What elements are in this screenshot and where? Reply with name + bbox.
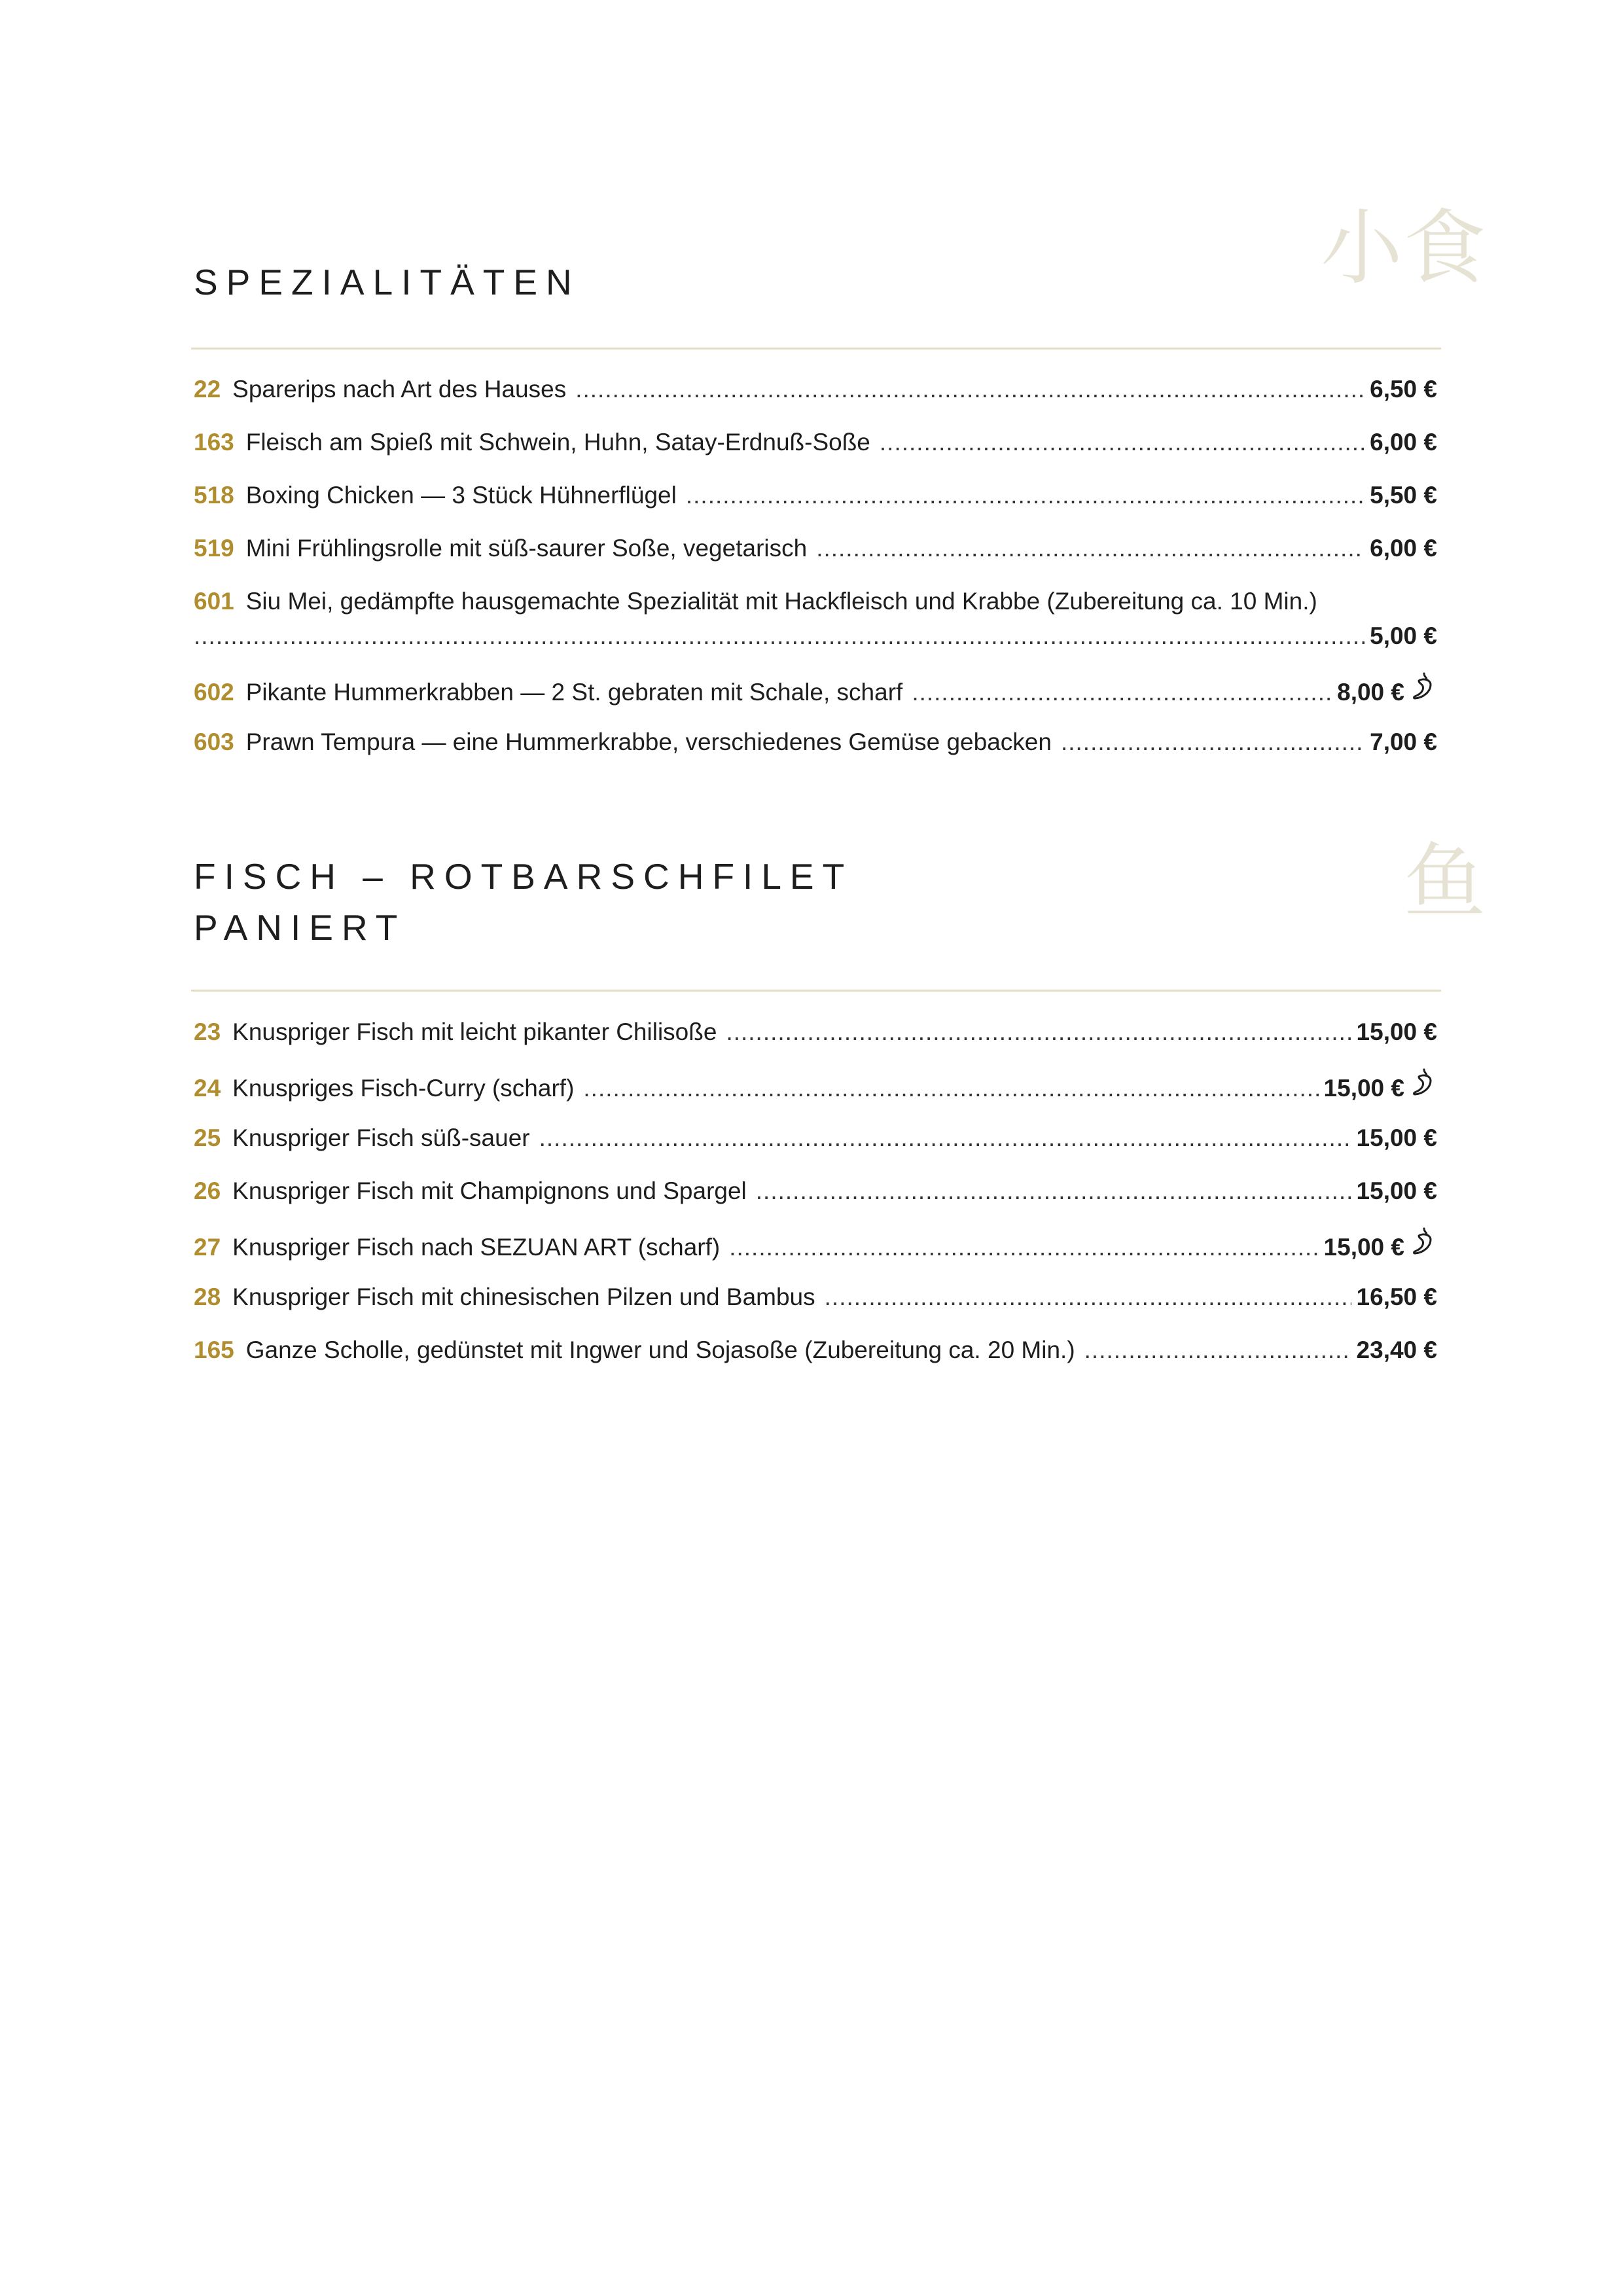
menu-item [194,1280,1437,1333]
menu-item [194,531,1437,584]
item-price: 15,00 € [1323,1234,1404,1261]
item-number: 28 [194,1283,221,1310]
item-name: Ganze Scholle, gedünstet mit Ingwer und Sojasoße (Zubereitung ca. 20 Min.) [245,1336,1075,1363]
item-number: 165 [194,1336,234,1363]
dot-leader [729,1230,1318,1265]
dot-leader [575,372,1364,406]
item-price: 5,50 € [1370,482,1437,509]
section-title-line2: PANIERT [194,907,406,948]
item-number: 163 [194,429,234,456]
item-name: Siu Mei, gedämpfte hausgemachte Spezialität mit Hackfleisch und Krabbe (Zubereitung ca. 10 Min.) [245,588,1317,615]
item-name: Knuspriger Fisch mit chinesischen Pilzen und Bambus [232,1283,815,1310]
item-name: Knuspriger Fisch mit leicht pikanter Chilisoße [232,1018,717,1045]
dot-leader [756,1174,1351,1208]
menu-item [194,725,1437,778]
item-number: 601 [194,588,234,615]
menu-item [194,672,1437,725]
item-number: 602 [194,679,234,706]
menu-list [194,1014,1437,1386]
item-number: 24 [194,1075,221,1102]
item-name: Prawn Tempura — eine Hummerkrabbe, verschiedenes Gemüse gebacken [245,728,1052,755]
menu-item [194,584,1437,672]
dot-leader [1084,1333,1351,1367]
item-price: 15,00 € [1356,1177,1437,1204]
item-price: 7,00 € [1370,728,1437,755]
item-name: Pikante Hummerkrabben — 2 St. gebraten mit Schale, scharf [245,679,903,706]
dot-leader [825,1280,1351,1314]
item-name: Sparerips nach Art des Hauses [232,376,567,403]
dot-leader [880,425,1364,459]
section-divider [191,348,1441,350]
section-divider [191,990,1441,992]
menu-item [194,1014,1437,1067]
item-price: 6,00 € [1370,535,1437,562]
item-price: 16,50 € [1356,1283,1437,1310]
item-price: 23,40 € [1356,1336,1437,1363]
dot-leader [194,619,1364,653]
section-title [194,851,853,953]
menu-item [194,1067,1437,1121]
item-number: 518 [194,482,234,509]
item-price: 8,00 € [1337,679,1404,706]
item-number: 519 [194,535,234,562]
item-number: 22 [194,376,221,403]
menu-item [194,425,1437,478]
chili-pepper-icon [1411,1067,1437,1096]
item-name: Mini Frühlingsrolle mit süß-saurer Soße, vegetarisch [245,535,808,562]
item-number: 27 [194,1234,221,1261]
menu-item [194,1174,1437,1227]
dot-leader [1061,725,1364,759]
chili-pepper-icon [1411,1227,1437,1255]
dot-leader [726,1014,1351,1049]
menu-item [194,1333,1437,1386]
dot-leader [539,1121,1351,1155]
item-name: Knuspriger Fisch mit Champignons und Spargel [232,1177,747,1204]
dot-leader [686,478,1364,512]
item-name: Boxing Chicken — 3 Stück Hühnerflügel [245,482,677,509]
menu-item [194,1227,1437,1280]
item-price: 15,00 € [1356,1018,1437,1045]
item-number: 25 [194,1124,221,1151]
section-glyph: 鱼 [1404,834,1487,929]
item-name: Fleisch am Spieß mit Schwein, Huhn, Satay-Erdnuß-Soße [245,429,870,456]
menu-list [194,372,1437,778]
item-number: 26 [194,1177,221,1204]
item-price: 6,00 € [1370,429,1437,456]
menu-item [194,478,1437,531]
dot-leader [816,531,1364,565]
menu-item [194,1121,1437,1174]
item-number: 23 [194,1018,221,1045]
menu-item [194,372,1437,425]
item-name: Knuspriger Fisch nach SEZUAN ART (scharf) [232,1234,721,1261]
section-title-line1: FISCH – ROTBARSCHFILET [194,856,853,897]
chili-pepper-icon [1411,672,1437,700]
item-price: 5,00 € [1370,622,1437,649]
item-name: Knuspriger Fisch süß-sauer [232,1124,530,1151]
item-price: 15,00 € [1356,1124,1437,1151]
section-glyph: 小食 [1321,201,1487,296]
item-number: 603 [194,728,234,755]
dot-leader [583,1071,1318,1105]
section-title: SPEZIALITÄTEN [194,262,580,302]
dot-leader [912,675,1332,709]
item-price: 15,00 € [1323,1075,1404,1102]
item-name: Knuspriges Fisch-Curry (scharf) [232,1075,575,1102]
item-price: 6,50 € [1370,376,1437,403]
